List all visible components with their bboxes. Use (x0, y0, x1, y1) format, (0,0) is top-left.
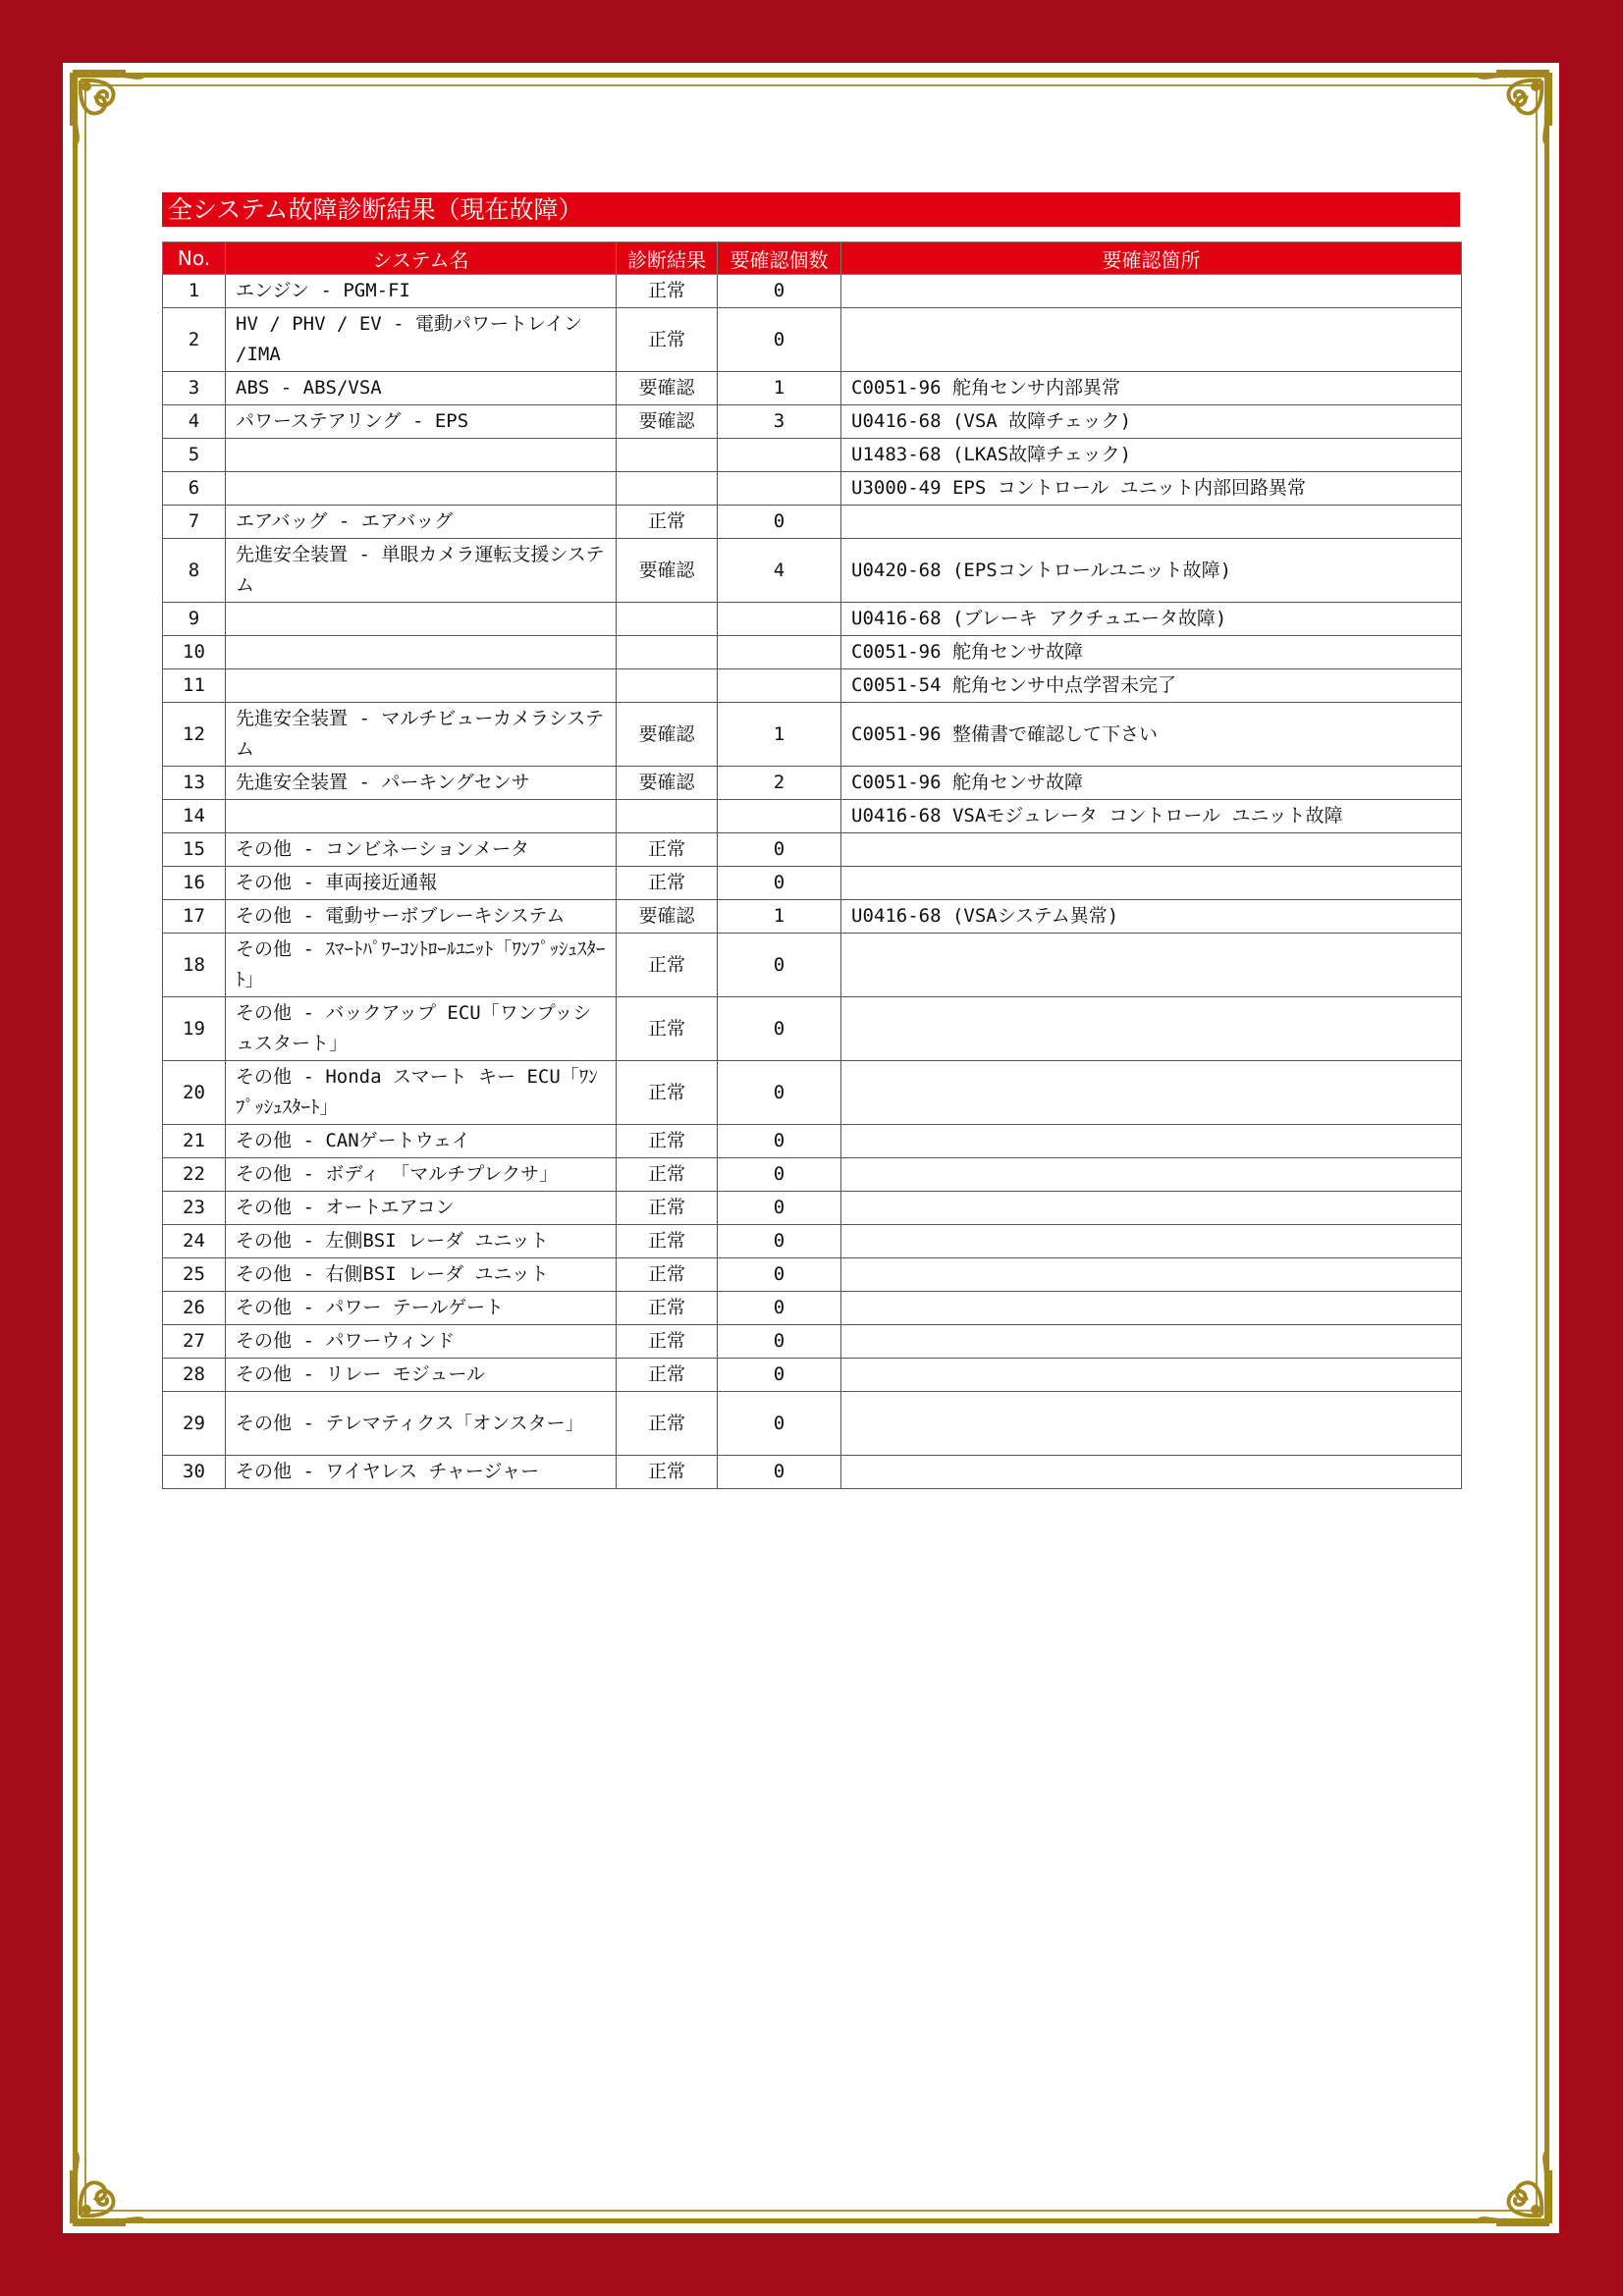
table-row (163, 636, 1462, 669)
cell-location: U0416-68 (VSAシステム異常) (841, 900, 1462, 934)
cell-no: 22 (163, 1158, 226, 1192)
cell-location (841, 275, 1462, 308)
cell-location (841, 1192, 1462, 1225)
cell-location: U0420-68 (EPSコントロールユニット故障) (841, 539, 1462, 603)
table-row (163, 372, 1462, 405)
cell-count: 0 (718, 1359, 841, 1392)
cell-count: 0 (718, 1158, 841, 1192)
cell-system-name: 先進安全装置 - マルチビューカメラシステム (226, 703, 617, 767)
table-row (163, 934, 1462, 997)
cell-count: 0 (718, 833, 841, 867)
table-row (163, 1359, 1462, 1392)
cell-result: 要確認 (617, 539, 718, 603)
cell-system-name: 先進安全装置 - 単眼カメラ運転支援システム (226, 539, 617, 603)
cell-location (841, 833, 1462, 867)
cell-system-name: その他 - ワイヤレス チャージャー (226, 1456, 617, 1489)
cell-no: 28 (163, 1359, 226, 1392)
cell-location (841, 1125, 1462, 1158)
cell-no: 14 (163, 800, 226, 833)
cell-result: 正常 (617, 934, 718, 997)
table-row (163, 767, 1462, 800)
cell-result (617, 636, 718, 669)
cell-count: 3 (718, 405, 841, 439)
table-row (163, 603, 1462, 636)
cell-no: 12 (163, 703, 226, 767)
cell-no: 27 (163, 1325, 226, 1359)
cell-no: 15 (163, 833, 226, 867)
cell-no: 8 (163, 539, 226, 603)
table-row (163, 472, 1462, 506)
cell-result: 正常 (617, 1158, 718, 1192)
cell-system-name: その他 - パワーウィンド (226, 1325, 617, 1359)
cell-system-name: ABS - ABS/VSA (226, 372, 617, 405)
cell-no: 21 (163, 1125, 226, 1158)
cell-system-name: その他 - ｽﾏｰﾄﾊﾟﾜｰｺﾝﾄﾛｰﾙﾕﾆｯﾄ「ﾜﾝﾌﾟｯｼｭｽﾀｰﾄ」 (226, 934, 617, 997)
cell-system-name: その他 - CANゲートウェイ (226, 1125, 617, 1158)
cell-system-name: HV / PHV / EV - 電動パワートレイン /IMA (226, 308, 617, 372)
cell-count (718, 472, 841, 506)
cell-location: U0416-68 (ブレーキ アクチュエータ故障) (841, 603, 1462, 636)
cell-result (617, 800, 718, 833)
cell-count: 0 (718, 1325, 841, 1359)
cell-no: 5 (163, 439, 226, 472)
cell-no: 18 (163, 934, 226, 997)
table-row (163, 275, 1462, 308)
cell-result: 正常 (617, 1392, 718, 1456)
cell-count: 0 (718, 1258, 841, 1292)
col-header-location: 要確認箇所 (841, 242, 1462, 275)
table-row (163, 833, 1462, 867)
table-row (163, 405, 1462, 439)
col-header-no: No. (163, 242, 226, 275)
cell-result: 要確認 (617, 900, 718, 934)
cell-count: 1 (718, 703, 841, 767)
cell-no: 3 (163, 372, 226, 405)
cell-location: U1483-68 (LKAS故障チェック) (841, 439, 1462, 472)
cell-count (718, 439, 841, 472)
cell-location (841, 506, 1462, 539)
cell-no: 17 (163, 900, 226, 934)
cell-count: 1 (718, 900, 841, 934)
cell-location (841, 1158, 1462, 1192)
cell-result: 正常 (617, 867, 718, 900)
cell-no: 29 (163, 1392, 226, 1456)
corner-ornament-icon (67, 67, 155, 155)
cell-no: 9 (163, 603, 226, 636)
cell-system-name: その他 - Honda スマート キー ECU「ﾜﾝﾌﾟｯｼｭｽﾀｰﾄ」 (226, 1061, 617, 1125)
corner-ornament-icon (1467, 67, 1555, 155)
cell-count: 0 (718, 1392, 841, 1456)
cell-count: 0 (718, 1125, 841, 1158)
cell-count: 0 (718, 867, 841, 900)
cell-result (617, 603, 718, 636)
cell-result (617, 669, 718, 703)
cell-no: 7 (163, 506, 226, 539)
cell-count (718, 800, 841, 833)
report-title: 全システム故障診断結果（現在故障） (162, 192, 1460, 227)
cell-no: 1 (163, 275, 226, 308)
cell-location: C0051-54 舵角センサ中点学習未完了 (841, 669, 1462, 703)
cell-location (841, 934, 1462, 997)
cell-location (841, 1359, 1462, 1392)
table-row (163, 308, 1462, 372)
cell-no: 6 (163, 472, 226, 506)
cell-no: 26 (163, 1292, 226, 1325)
cell-location (841, 1325, 1462, 1359)
cell-no: 16 (163, 867, 226, 900)
cell-location (841, 997, 1462, 1061)
cell-count: 1 (718, 372, 841, 405)
cell-count (718, 636, 841, 669)
cell-result: 要確認 (617, 372, 718, 405)
cell-system-name (226, 636, 617, 669)
cell-system-name: パワーステアリング - EPS (226, 405, 617, 439)
cell-system-name: その他 - 車両接近通報 (226, 867, 617, 900)
cell-result: 正常 (617, 308, 718, 372)
cell-result: 要確認 (617, 767, 718, 800)
corner-ornament-icon (67, 2141, 155, 2229)
cell-count: 0 (718, 1192, 841, 1225)
cell-result: 正常 (617, 1359, 718, 1392)
cell-result: 正常 (617, 1192, 718, 1225)
cell-result: 正常 (617, 506, 718, 539)
cell-result: 要確認 (617, 703, 718, 767)
cell-no: 20 (163, 1061, 226, 1125)
cell-location (841, 1061, 1462, 1125)
cell-count: 0 (718, 506, 841, 539)
table-row (163, 997, 1462, 1061)
cell-result: 正常 (617, 833, 718, 867)
cell-result: 正常 (617, 1258, 718, 1292)
cell-system-name: その他 - リレー モジュール (226, 1359, 617, 1392)
table-row (163, 1392, 1462, 1456)
table-row (163, 1258, 1462, 1292)
cell-no: 25 (163, 1258, 226, 1292)
cell-count (718, 603, 841, 636)
cell-location: C0051-96 舵角センサ故障 (841, 636, 1462, 669)
table-row (163, 800, 1462, 833)
cell-count: 0 (718, 1456, 841, 1489)
cell-result (617, 472, 718, 506)
cell-no: 19 (163, 997, 226, 1061)
cell-count: 0 (718, 997, 841, 1061)
cell-location (841, 1456, 1462, 1489)
cell-system-name: その他 - バックアップ ECU「ワンプッシュスタート」 (226, 997, 617, 1061)
col-header-count: 要確認個数 (718, 242, 841, 275)
table-row (163, 506, 1462, 539)
cell-no: 13 (163, 767, 226, 800)
table-row (163, 1192, 1462, 1225)
cell-no: 10 (163, 636, 226, 669)
cell-result: 正常 (617, 275, 718, 308)
cell-system-name (226, 603, 617, 636)
cell-system-name: その他 - オートエアコン (226, 1192, 617, 1225)
cell-no: 24 (163, 1225, 226, 1258)
cell-location: C0051-96 舵角センサ故障 (841, 767, 1462, 800)
cell-result: 正常 (617, 1125, 718, 1158)
table-row (163, 1158, 1462, 1192)
cell-system-name (226, 800, 617, 833)
diagnosis-table (162, 241, 1462, 1489)
cell-system-name (226, 439, 617, 472)
cell-result: 正常 (617, 1325, 718, 1359)
cell-location: C0051-96 舵角センサ内部異常 (841, 372, 1462, 405)
cell-count: 0 (718, 308, 841, 372)
cell-count: 0 (718, 1292, 841, 1325)
cell-no: 2 (163, 308, 226, 372)
cell-result: 正常 (617, 1292, 718, 1325)
cell-location (841, 1225, 1462, 1258)
cell-location (841, 308, 1462, 372)
cell-no: 11 (163, 669, 226, 703)
cell-system-name (226, 472, 617, 506)
corner-ornament-icon (1467, 2141, 1555, 2229)
cell-location (841, 867, 1462, 900)
cell-no: 30 (163, 1456, 226, 1489)
cell-count: 2 (718, 767, 841, 800)
cell-result: 正常 (617, 997, 718, 1061)
cell-result: 正常 (617, 1456, 718, 1489)
cell-result: 要確認 (617, 405, 718, 439)
table-row (163, 439, 1462, 472)
cell-system-name: その他 - コンビネーションメータ (226, 833, 617, 867)
table-row (163, 539, 1462, 603)
cell-result: 正常 (617, 1061, 718, 1125)
cell-location: U0416-68 (VSA 故障チェック) (841, 405, 1462, 439)
report-page (63, 63, 1559, 2233)
table-row (163, 1061, 1462, 1125)
cell-location: U3000-49 EPS コントロール ユニット内部回路異常 (841, 472, 1462, 506)
cell-system-name (226, 669, 617, 703)
cell-system-name: その他 - ボディ 「マルチプレクサ」 (226, 1158, 617, 1192)
cell-system-name: その他 - 右側BSI レーダ ユニット (226, 1258, 617, 1292)
table-row (163, 1292, 1462, 1325)
cell-no: 23 (163, 1192, 226, 1225)
cell-location: U0416-68 VSAモジュレータ コントロール ユニット故障 (841, 800, 1462, 833)
cell-count: 0 (718, 1061, 841, 1125)
cell-count: 0 (718, 275, 841, 308)
col-header-system: システム名 (226, 242, 617, 275)
cell-result: 正常 (617, 1225, 718, 1258)
table-row (163, 1225, 1462, 1258)
table-row (163, 867, 1462, 900)
cell-system-name: その他 - 電動サーボブレーキシステム (226, 900, 617, 934)
cell-no: 4 (163, 405, 226, 439)
cell-location: C0051-96 整備書で確認して下さい (841, 703, 1462, 767)
table-header-row (163, 242, 1462, 275)
table-row (163, 1125, 1462, 1158)
cell-system-name: エンジン - PGM-FI (226, 275, 617, 308)
cell-count: 4 (718, 539, 841, 603)
cell-count (718, 669, 841, 703)
cell-system-name: その他 - テレマティクス「オンスター」 (226, 1392, 617, 1456)
cell-system-name: エアバッグ - エアバッグ (226, 506, 617, 539)
col-header-result: 診断結果 (617, 242, 718, 275)
table-row (163, 1456, 1462, 1489)
cell-count: 0 (718, 1225, 841, 1258)
cell-location (841, 1392, 1462, 1456)
table-row (163, 900, 1462, 934)
cell-count: 0 (718, 934, 841, 997)
cell-system-name: 先進安全装置 - パーキングセンサ (226, 767, 617, 800)
table-row (163, 703, 1462, 767)
cell-result (617, 439, 718, 472)
cell-location (841, 1292, 1462, 1325)
cell-system-name: その他 - 左側BSI レーダ ユニット (226, 1225, 617, 1258)
table-row (163, 1325, 1462, 1359)
cell-location (841, 1258, 1462, 1292)
cell-system-name: その他 - パワー テールゲート (226, 1292, 617, 1325)
table-row (163, 669, 1462, 703)
